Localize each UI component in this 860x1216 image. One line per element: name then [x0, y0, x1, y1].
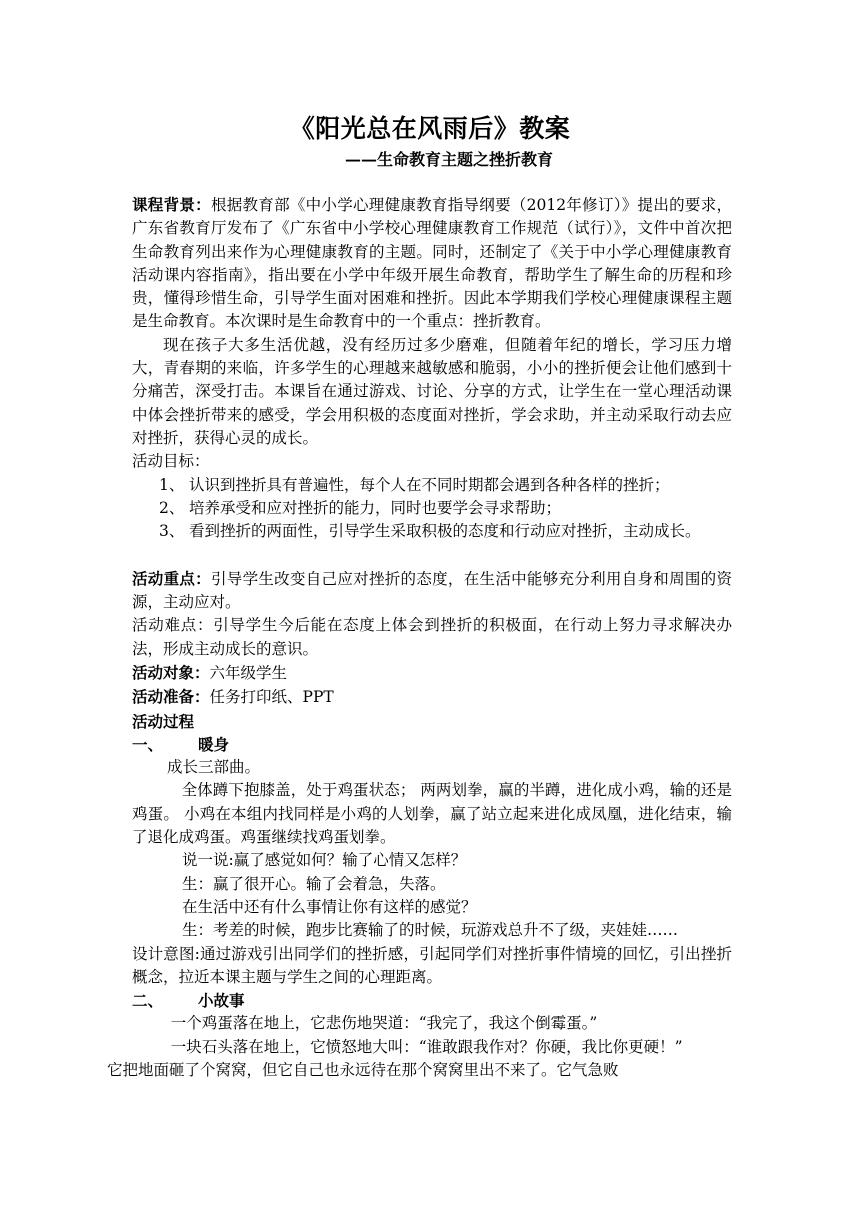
section-1-line: 成长三部曲。 — [167, 758, 261, 777]
difficulty-text: 引导学生今后能在态度上体会到挫折的积极面，在行动上努力寻求解决办法，形成主动成长的意识。 — [132, 616, 732, 658]
prep-label: 活动准备： — [132, 687, 210, 707]
background-paragraph — [132, 193, 732, 334]
section-2-line: 一个鸡蛋落在地上，它悲伤地哭道：“我完了，我这个倒霉蛋。” — [170, 1014, 598, 1033]
document-title: 《阳光总在风雨后》教案 — [289, 114, 571, 143]
goal-number: 1、 — [159, 475, 185, 494]
background-paragraph-2: 现在孩子大多生活优越，没有经历过多少磨难，但随着年纪的增长，学习压力增大，青春期的来临，许多学生的心理越来越敏感和脆弱，小小的挫折便会让他们感到十分痛苦，深受打击。本课旨在通过游戏、讨论、分享的方式，让学生在一堂心理活动课中体会挫折带来的感受，学会用积极的态度面对挫折，学会求助，并主动采取行动去应对挫折，获得心灵的成长。 — [132, 335, 732, 447]
section-1-line: 生：赢了很开心。输了会着急，失落。 — [182, 874, 446, 893]
goal-text: 认识到挫折具有普遍性，每个人在不同时期都会遇到各种各样的挫折； — [189, 475, 670, 494]
section-number: 二、 — [132, 991, 164, 1011]
section-2-line: 它把地面砸了个窝窝，但它自己也永远待在那个窝窝里出不来了。它气急败 — [107, 1060, 619, 1079]
section-title: 暖身 — [198, 734, 230, 754]
blank-line — [132, 543, 732, 566]
process-heading: 活动过程 — [132, 711, 195, 731]
goals-list — [132, 474, 732, 544]
focus-label: 活动重点： — [132, 568, 211, 588]
goal-item — [159, 474, 732, 497]
background-label: 课程背景： — [132, 195, 211, 214]
focus-paragraph — [132, 567, 732, 615]
goal-item — [159, 497, 732, 520]
section-1-design-intent: 设计意图:通过游戏引出同学们的挫折感，引起同学们对挫折事件情境的回忆，引出挫折概念，拉近本课主题与学生之间的心理距离。 — [132, 944, 732, 986]
prep-text: 任务打印纸、PPT — [209, 688, 334, 707]
section-title: 小故事 — [198, 991, 245, 1011]
goal-text: 看到挫折的两面性，引导学生采取积极的态度和行动应对挫折，主动成长。 — [189, 522, 701, 541]
difficulty-paragraph — [132, 614, 732, 661]
section-number: 一、 — [132, 734, 164, 754]
target-paragraph — [132, 661, 732, 685]
goals-label: 活动目标： — [132, 452, 210, 471]
section-1-line: 生：考差的时候，跑步比赛输了的时候，玩游戏总升不了级，夹娃娃…… — [182, 921, 679, 940]
section-1-line: 在生活中还有什么事情让你有这样的感觉？ — [182, 897, 477, 916]
target-label: 活动对象： — [132, 662, 210, 682]
section-2-heading — [132, 989, 732, 1012]
background-text: 根据教育部《中小学心理健康教育指导纲要（2012年修订）》提出的要求，广东省教育厅发布了《广东省中小学校心理健康教育工作规范（试行）》，文件中首次把生命教育列出来作为心理健康教育的主题。同时，还制定了《关于中小学心理健康教育活动课内容指南》，指出要在小学中年级开展生命教育，帮助学生了解生命的历程和珍贵，懂得珍惜生命，引导学生面对困难和挫折。因此本学期我们学校心理健康课程主题是生命教育。本次课时是生命教育中的一个重点：挫折教育。 — [132, 196, 732, 331]
section-2-line: 一块石头落在地上，它愤怒地大叫：“谁敢跟我作对？你硬，我比你更硬！” — [170, 1037, 683, 1056]
goal-text: 培养承受和应对挫折的能力，同时也要学会寻求帮助； — [189, 498, 562, 517]
section-1-line: 全体蹲下抱膝盖，处于鸡蛋状态； 两两划拳，赢的半蹲，进化成小鸡，输的还是鸡蛋。 小鸡在本组内找同样是小鸡的人划拳，赢了站立起来进化成凤凰，进化结束，输了退化成鸡蛋。鸡蛋继续找鸡蛋划拳。 — [132, 781, 732, 847]
document-body — [107, 193, 732, 1082]
section-1-heading — [132, 733, 732, 756]
goal-number: 3、 — [159, 522, 185, 541]
focus-text: 引导学生改变自己应对挫折的态度，在生活中能够充分利用自身和周围的资源，主动应对。 — [132, 569, 732, 612]
goal-number: 2、 — [159, 498, 185, 517]
target-text: 六年级学生 — [209, 663, 288, 682]
section-1-line: 说一说:赢了感觉如何？输了心情又怎样？ — [182, 851, 467, 870]
prep-paragraph — [132, 685, 732, 709]
difficulty-label: 活动难点： — [132, 616, 214, 635]
document-subtitle: ——生命教育主题之挫折教育 — [345, 150, 554, 169]
goal-item — [159, 520, 732, 543]
